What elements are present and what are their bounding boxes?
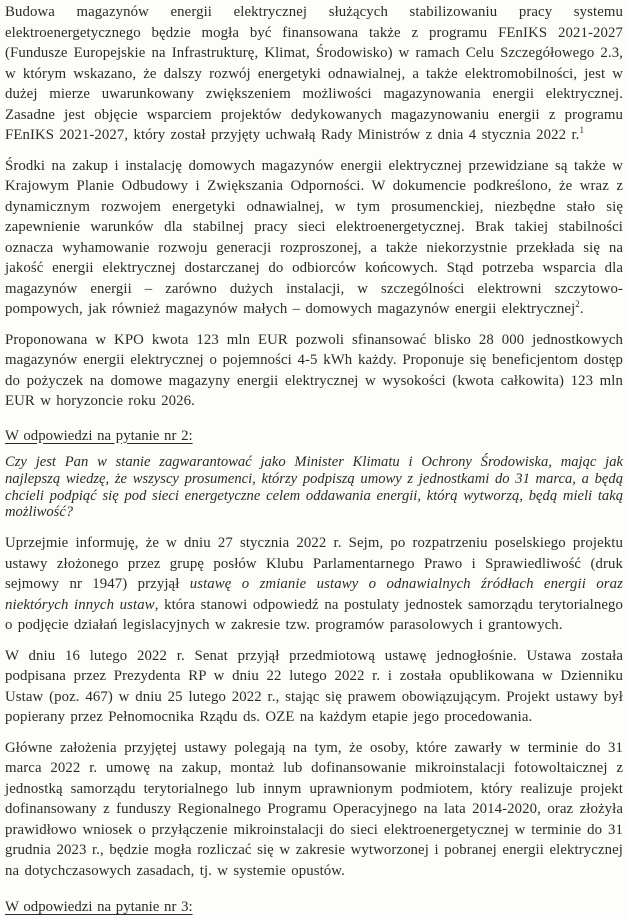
footnote-reference-1: 1 bbox=[579, 125, 585, 136]
paragraph-text: Środki na zakup i instalację domowych magazynów energii elektrycznej przewidziane są także w Krajowym Planie Odbudowy i Zwiększania Odporności. W dokumencie podkreślono, że wraz z dynamicznym rozwojem energetyki odnawialnej, w tym prosumenckiej, niezbędne stało się zapewnienie warunków dla stabilnej pracy sieci elektroenergetycznej. Brak takiej stabilności oznacza wyhamowanie rozwoju generacji rozproszonej, a także niekorzystnie przekłada się na jakość energii elektrycznej dostarczanej do odbiorców końcowych. Stąd potrzeba wsparcia dla magazynów energii – zarówno dużych instalacji, w szczególności elektrowni szczytowo-pompowych, jak również magazynów małych – domowych magazynów energii elektrycznej bbox=[5, 157, 623, 317]
heading-answer-question-2: W odpowiedzi na pytanie nr 2: bbox=[5, 427, 193, 444]
paragraph-kpo-storage bbox=[5, 156, 623, 320]
paragraph-law-assumptions bbox=[5, 738, 623, 882]
heading-answer-question-3: W odpowiedzi na pytanie nr 3: bbox=[5, 899, 193, 916]
paragraph-feniks-funding bbox=[5, 2, 623, 146]
quoted-question-2: Czy jest Pan w stanie zagwarantować jako Minister Klimatu i Ochrony Środowiska, mając jak najlepszą wiedzę, że wszyscy prosumenci, którzy podpiszą umowy z jednostkami do 31 marca, a będą chcieli podpiąć się pod sieci energetyczne celem oddawania energii, którą wytworzą, będą mieli taką możliwość? bbox=[5, 454, 623, 521]
footnote-reference-2: 2 bbox=[575, 299, 580, 310]
paragraph-sejm-law bbox=[5, 533, 623, 636]
act-title-italic: ustawę o zmianie ustawy o odnawialnych źródłach energii oraz niektórych innych ustaw bbox=[5, 576, 623, 613]
paragraph-text: Główne założenia przyjętej ustawy polegają na tym, że osoby, które zawarły w terminie do 31 marca 2022 r. umowę na zakup, montaż lub dofinansowanie mikroinstalacji fotowoltaicznej z jednostką samorządu terytorialnego lub innym uprawnionym podmiotem, który realizuje projekt dofinansowany z funduszy Regionalnego Programu Operacyjnego na lata 2014-2020, oraz złożyła prawidłowo wniosek o przyłączenie mikroinstalacji do sieci elektroenergetycznej w terminie do 31 grudnia 2023 r., będzie mogła rozliczać się w zakresie wytworzonej i pobranej energii elektrycznej na dotychczasowych zasadach, tj. w systemie opustów. bbox=[5, 739, 623, 879]
paragraph-text: W dniu 16 lutego 2022 r. Senat przyjął przedmiotową ustawę jednogłośnie. Ustawa została podpisana przez Prezydenta RP w dniu 22 lutego 2022 r. i została opublikowana w Dzienniku Ustaw (poz. 467) w dniu 25 lutego 2022 r., stając się prawem obowiązującym. Projekt ustawy był popierany przez Pełnomocnika Rządu ds. OZE na każdym etapie jego procedowania. bbox=[5, 647, 623, 726]
paragraph-text: Proponowana w KPO kwota 123 mln EUR pozwoli sfinansować blisko 28 000 jednostkowych magazynów energii elektrycznej o pojemności 4-5 kWh każdy. Proponuje się beneficjentom dostęp do pożyczek na domowe magazyny energii elektrycznej w wysokości (kwota całkowita) 123 mln EUR w horyzoncie roku 2026. bbox=[5, 331, 623, 409]
paragraph-text-after-act-title: , która stanowi odpowiedź na postulaty jednostek samorządu terytorialnego o podjęcie działań legislacyjnych w zakresie tzw. programów parasolowych i grantowych. bbox=[5, 596, 623, 634]
paragraph-text: Budowa magazynów energii elektrycznej służących stabilizowaniu pracy systemu elektroenergetycznego będzie mogła być finansowana także z programu FEnIKS 2021-2027 (Fundusze Europejskie na Infrastrukturę, Klimat, Środowisko) w ramach Celu Szczegółowego 2.3, w którym wskazano, że dalszy rozwój energetyki odnawialnej, a także elektromobilności, jest w dużej mierze uwarunkowany zwiększeniem możliwości magazynowania energii elektrycznej. Zasadne jest objęcie wsparciem projektów dedykowanych magazynowaniu energii z programu FEnIKS 2021-2027, który został przyjęty uchwałą Rady Ministrów z dnia 4 stycznia 2022 r. bbox=[5, 4, 623, 143]
paragraph-text-before-act-title: Uprzejmie informuję, że w dniu 27 stycznia 2022 r. Sejm, po rozpatrzeniu poselskiego projektu ustawy złożonego przez grupę posłów Klubu Parlamentarnego Prawo i Sprawiedliwość (druk sejmowy nr 1947) przyjął bbox=[5, 535, 623, 593]
paragraph-senat-president bbox=[5, 646, 623, 728]
paragraph-text-suffix: . bbox=[579, 301, 584, 317]
paragraph-kpo-amount bbox=[5, 330, 623, 412]
